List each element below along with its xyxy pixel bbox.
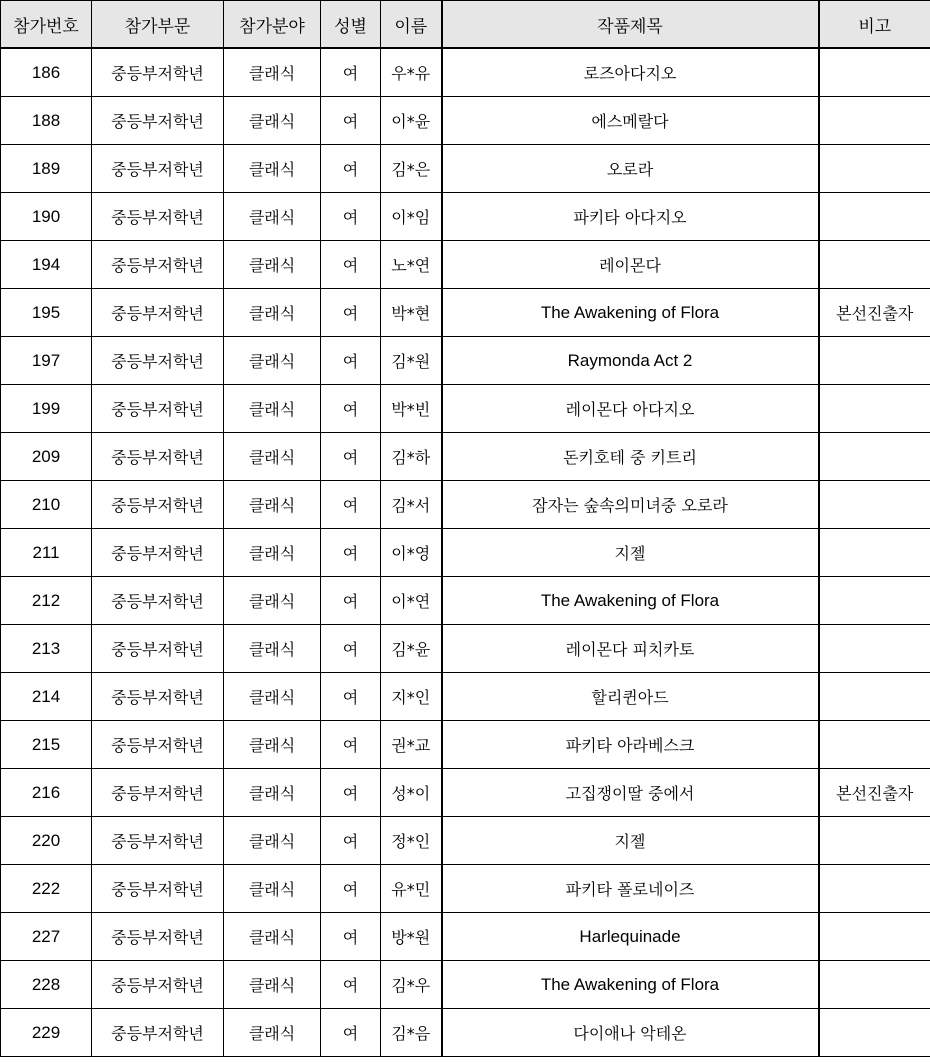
table-row [1,241,930,289]
cell-field: 클래식 [224,337,321,385]
cell-field: 클래식 [224,433,321,481]
table-row [1,769,930,817]
cell-work-title: 파키타 아다지오 [442,193,819,241]
cell-entry-number: 227 [1,913,92,961]
cell-remarks [819,529,930,577]
cell-entry-number: 194 [1,241,92,289]
cell-remarks [819,433,930,481]
header-field: 참가분야 [224,1,321,49]
table-row [1,577,930,625]
cell-entry-number: 211 [1,529,92,577]
table-row [1,1009,930,1057]
cell-division: 중등부저학년 [92,625,224,673]
cell-division: 중등부저학년 [92,337,224,385]
table-row [1,289,930,337]
cell-division: 중등부저학년 [92,865,224,913]
table-body [1,48,930,1057]
cell-division: 중등부저학년 [92,48,224,97]
cell-remarks [819,1009,930,1057]
cell-work-title: 고집쟁이딸 중에서 [442,769,819,817]
cell-gender: 여 [321,721,381,769]
cell-gender: 여 [321,48,381,97]
cell-work-title: 로즈아다지오 [442,48,819,97]
cell-name: 박*빈 [381,385,442,433]
cell-work-title: The Awakening of Flora [442,289,819,337]
cell-field: 클래식 [224,625,321,673]
cell-entry-number: 222 [1,865,92,913]
cell-gender: 여 [321,817,381,865]
cell-division: 중등부저학년 [92,913,224,961]
cell-work-title: 레이몬다 피치카토 [442,625,819,673]
cell-field: 클래식 [224,529,321,577]
cell-division: 중등부저학년 [92,721,224,769]
cell-name: 김*음 [381,1009,442,1057]
cell-work-title: 파키타 폴로네이즈 [442,865,819,913]
table-row [1,145,930,193]
table-row [1,625,930,673]
cell-gender: 여 [321,433,381,481]
cell-entry-number: 190 [1,193,92,241]
cell-field: 클래식 [224,97,321,145]
table-row [1,433,930,481]
cell-field: 클래식 [224,1009,321,1057]
cell-remarks [819,721,930,769]
cell-remarks [819,193,930,241]
cell-name: 김*우 [381,961,442,1009]
cell-field: 클래식 [224,289,321,337]
cell-field: 클래식 [224,241,321,289]
cell-name: 김*서 [381,481,442,529]
cell-work-title: 파키타 아라베스크 [442,721,819,769]
cell-gender: 여 [321,529,381,577]
cell-remarks [819,817,930,865]
cell-gender: 여 [321,337,381,385]
cell-name: 이*연 [381,577,442,625]
cell-name: 권*교 [381,721,442,769]
cell-remarks: 본선진출자 [819,769,930,817]
cell-division: 중등부저학년 [92,433,224,481]
cell-gender: 여 [321,865,381,913]
cell-field: 클래식 [224,817,321,865]
cell-entry-number: 215 [1,721,92,769]
cell-name: 김*하 [381,433,442,481]
cell-entry-number: 228 [1,961,92,1009]
cell-field: 클래식 [224,673,321,721]
header-work-title: 작품제목 [442,1,819,49]
cell-work-title: The Awakening of Flora [442,577,819,625]
cell-name: 방*원 [381,913,442,961]
cell-work-title: 지젤 [442,529,819,577]
cell-field: 클래식 [224,913,321,961]
cell-work-title: 돈키호테 중 키트리 [442,433,819,481]
cell-remarks [819,913,930,961]
cell-division: 중등부저학년 [92,1009,224,1057]
cell-remarks [819,48,930,97]
cell-division: 중등부저학년 [92,817,224,865]
cell-field: 클래식 [224,193,321,241]
cell-entry-number: 209 [1,433,92,481]
cell-entry-number: 186 [1,48,92,97]
cell-name: 이*윤 [381,97,442,145]
cell-division: 중등부저학년 [92,289,224,337]
cell-gender: 여 [321,961,381,1009]
cell-work-title: 레이몬다 [442,241,819,289]
cell-field: 클래식 [224,48,321,97]
cell-division: 중등부저학년 [92,481,224,529]
cell-remarks [819,385,930,433]
cell-remarks [819,337,930,385]
cell-remarks [819,97,930,145]
cell-remarks: 본선진출자 [819,289,930,337]
cell-work-title: Raymonda Act 2 [442,337,819,385]
table-row [1,481,930,529]
cell-field: 클래식 [224,721,321,769]
cell-division: 중등부저학년 [92,193,224,241]
table-row [1,48,930,97]
cell-entry-number: 210 [1,481,92,529]
cell-remarks [819,577,930,625]
cell-gender: 여 [321,481,381,529]
table-row [1,529,930,577]
cell-field: 클래식 [224,577,321,625]
cell-field: 클래식 [224,145,321,193]
cell-remarks [819,961,930,1009]
cell-field: 클래식 [224,865,321,913]
table-row [1,97,930,145]
cell-gender: 여 [321,673,381,721]
cell-entry-number: 189 [1,145,92,193]
cell-entry-number: 213 [1,625,92,673]
cell-division: 중등부저학년 [92,769,224,817]
cell-name: 박*현 [381,289,442,337]
cell-division: 중등부저학년 [92,97,224,145]
cell-remarks [819,481,930,529]
cell-work-title: 할리퀸아드 [442,673,819,721]
cell-gender: 여 [321,1009,381,1057]
header-row [1,1,930,49]
cell-entry-number: 220 [1,817,92,865]
table-row [1,673,930,721]
cell-work-title: 레이몬다 아다지오 [442,385,819,433]
cell-division: 중등부저학년 [92,145,224,193]
cell-gender: 여 [321,577,381,625]
cell-gender: 여 [321,241,381,289]
cell-name: 김*은 [381,145,442,193]
cell-entry-number: 188 [1,97,92,145]
table-row [1,913,930,961]
cell-remarks [819,145,930,193]
header-name: 이름 [381,1,442,49]
cell-work-title: 잠자는 숲속의미녀중 오로라 [442,481,819,529]
cell-entry-number: 195 [1,289,92,337]
cell-remarks [819,241,930,289]
cell-name: 이*임 [381,193,442,241]
header-gender: 성별 [321,1,381,49]
table-row [1,961,930,1009]
cell-division: 중등부저학년 [92,673,224,721]
cell-entry-number: 197 [1,337,92,385]
cell-gender: 여 [321,769,381,817]
cell-entry-number: 229 [1,1009,92,1057]
cell-work-title: 지젤 [442,817,819,865]
cell-gender: 여 [321,145,381,193]
cell-work-title: 다이애나 악테온 [442,1009,819,1057]
cell-field: 클래식 [224,769,321,817]
header-remarks: 비고 [819,1,930,49]
cell-gender: 여 [321,385,381,433]
cell-division: 중등부저학년 [92,241,224,289]
cell-field: 클래식 [224,481,321,529]
cell-entry-number: 214 [1,673,92,721]
cell-name: 이*영 [381,529,442,577]
cell-entry-number: 212 [1,577,92,625]
cell-division: 중등부저학년 [92,961,224,1009]
cell-name: 정*인 [381,817,442,865]
cell-work-title: The Awakening of Flora [442,961,819,1009]
cell-work-title: Harlequinade [442,913,819,961]
cell-gender: 여 [321,193,381,241]
cell-remarks [819,625,930,673]
cell-entry-number: 199 [1,385,92,433]
cell-name: 유*민 [381,865,442,913]
cell-division: 중등부저학년 [92,577,224,625]
cell-gender: 여 [321,97,381,145]
cell-work-title: 에스메랄다 [442,97,819,145]
table-row [1,721,930,769]
cell-work-title: 오로라 [442,145,819,193]
cell-name: 노*연 [381,241,442,289]
cell-name: 김*원 [381,337,442,385]
table-row [1,385,930,433]
cell-name: 김*윤 [381,625,442,673]
cell-remarks [819,673,930,721]
cell-gender: 여 [321,913,381,961]
cell-gender: 여 [321,289,381,337]
cell-name: 성*이 [381,769,442,817]
cell-field: 클래식 [224,961,321,1009]
table-row [1,337,930,385]
cell-division: 중등부저학년 [92,385,224,433]
cell-gender: 여 [321,625,381,673]
cell-name: 지*인 [381,673,442,721]
header-division: 참가부문 [92,1,224,49]
table-row [1,865,930,913]
cell-entry-number: 216 [1,769,92,817]
cell-name: 우*유 [381,48,442,97]
cell-field: 클래식 [224,385,321,433]
header-entry-number: 참가번호 [1,1,92,49]
table-row [1,817,930,865]
cell-division: 중등부저학년 [92,529,224,577]
table-row [1,193,930,241]
cell-remarks [819,865,930,913]
